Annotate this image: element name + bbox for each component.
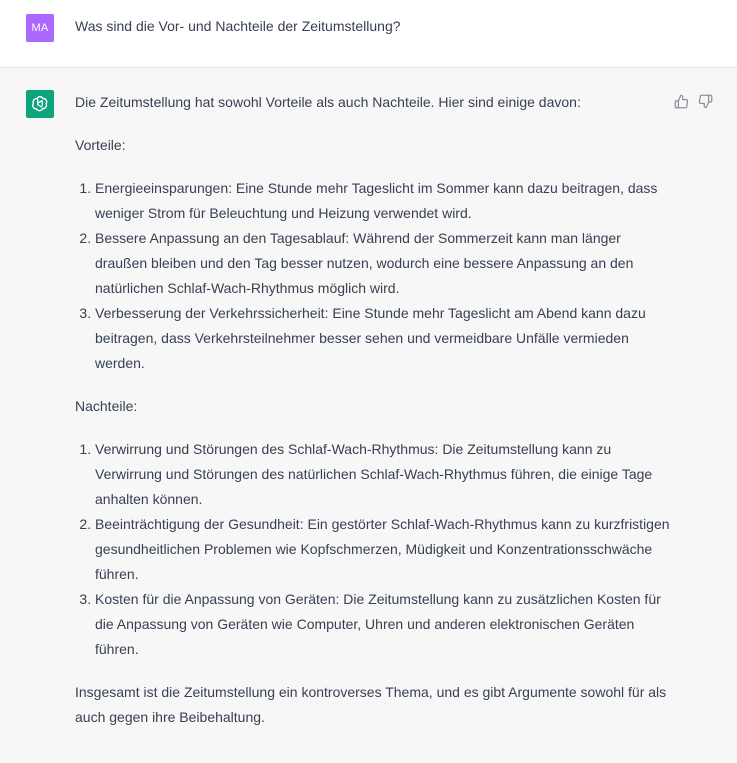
thumbs-down-button[interactable] <box>696 92 714 110</box>
advantage-item: 2. Bessere Anpassung an den Tagesablauf: Während der Sommerzeit kann man länger draußen bleiben und den Tag besser nutzen, wodurch eine bessere Anpassung an den natürlichen Schlaf-Wach-Rhythmus möglich wird. <box>95 226 675 301</box>
disadvantage-item: 1. Verwirrung und Störungen des Schlaf-Wach-Rhythmus: Die Zeitumstellung kann zu Verwirrung und Störungen des natürlichen Schlaf-Wach-Rhythmus führen, die einige Tage anhalten können. <box>95 437 675 512</box>
thumbs-up-icon <box>674 94 689 109</box>
feedback-buttons <box>672 92 714 110</box>
thumbs-down-icon <box>698 94 713 109</box>
disadvantages-list <box>75 437 675 662</box>
openai-logo-icon <box>30 94 50 114</box>
assistant-message-block <box>0 68 737 763</box>
thumbs-up-button[interactable] <box>672 92 690 110</box>
disadvantage-item: 3. Kosten für die Anpassung von Geräten: Die Zeitumstellung kann zu zusätzlichen Kosten für die Anpassung von Geräten wie Computer, Uhren und anderen elektronischen Geräten führen. <box>95 587 675 662</box>
assistant-message-content <box>75 90 675 730</box>
advantages-heading: Vorteile: <box>75 137 126 153</box>
advantage-item: 1. Energieeinsparungen: Eine Stunde mehr Tageslicht im Sommer kann dazu beitragen, dass weniger Strom für Beleuchtung und Heizung verwendet wird. <box>95 176 675 226</box>
disadvantages-heading: Nachteile: <box>75 398 138 414</box>
advantages-list <box>75 176 675 376</box>
disadvantage-item: 2. Beeinträchtigung der Gesundheit: Ein gestörter Schlaf-Wach-Rhythmus kann zu kurzfristigen gesundheitlichen Problemen wie Kopfschmerzen, Müdigkeit und Konzentrationsschwäche führen. <box>95 512 675 587</box>
user-message-block <box>0 0 737 68</box>
assistant-avatar <box>26 90 54 118</box>
user-avatar: MA <box>26 14 54 42</box>
advantage-item: 3. Verbesserung der Verkehrssicherheit: Eine Stunde mehr Tageslicht am Abend kann dazu beitragen, dass Verkehrsteilnehmer besser sehen und vermeidbare Unfälle vermieden werden. <box>95 301 675 376</box>
assistant-intro: Die Zeitumstellung hat sowohl Vorteile als auch Nachteile. Hier sind einige davon: <box>75 94 581 110</box>
assistant-summary: Insgesamt ist die Zeitumstellung ein kontroverses Thema, und es gibt Argumente sowohl für als auch gegen ihre Beibehaltung. <box>75 684 667 725</box>
user-message-text: Was sind die Vor- und Nachteile der Zeitumstellung? <box>75 18 401 34</box>
